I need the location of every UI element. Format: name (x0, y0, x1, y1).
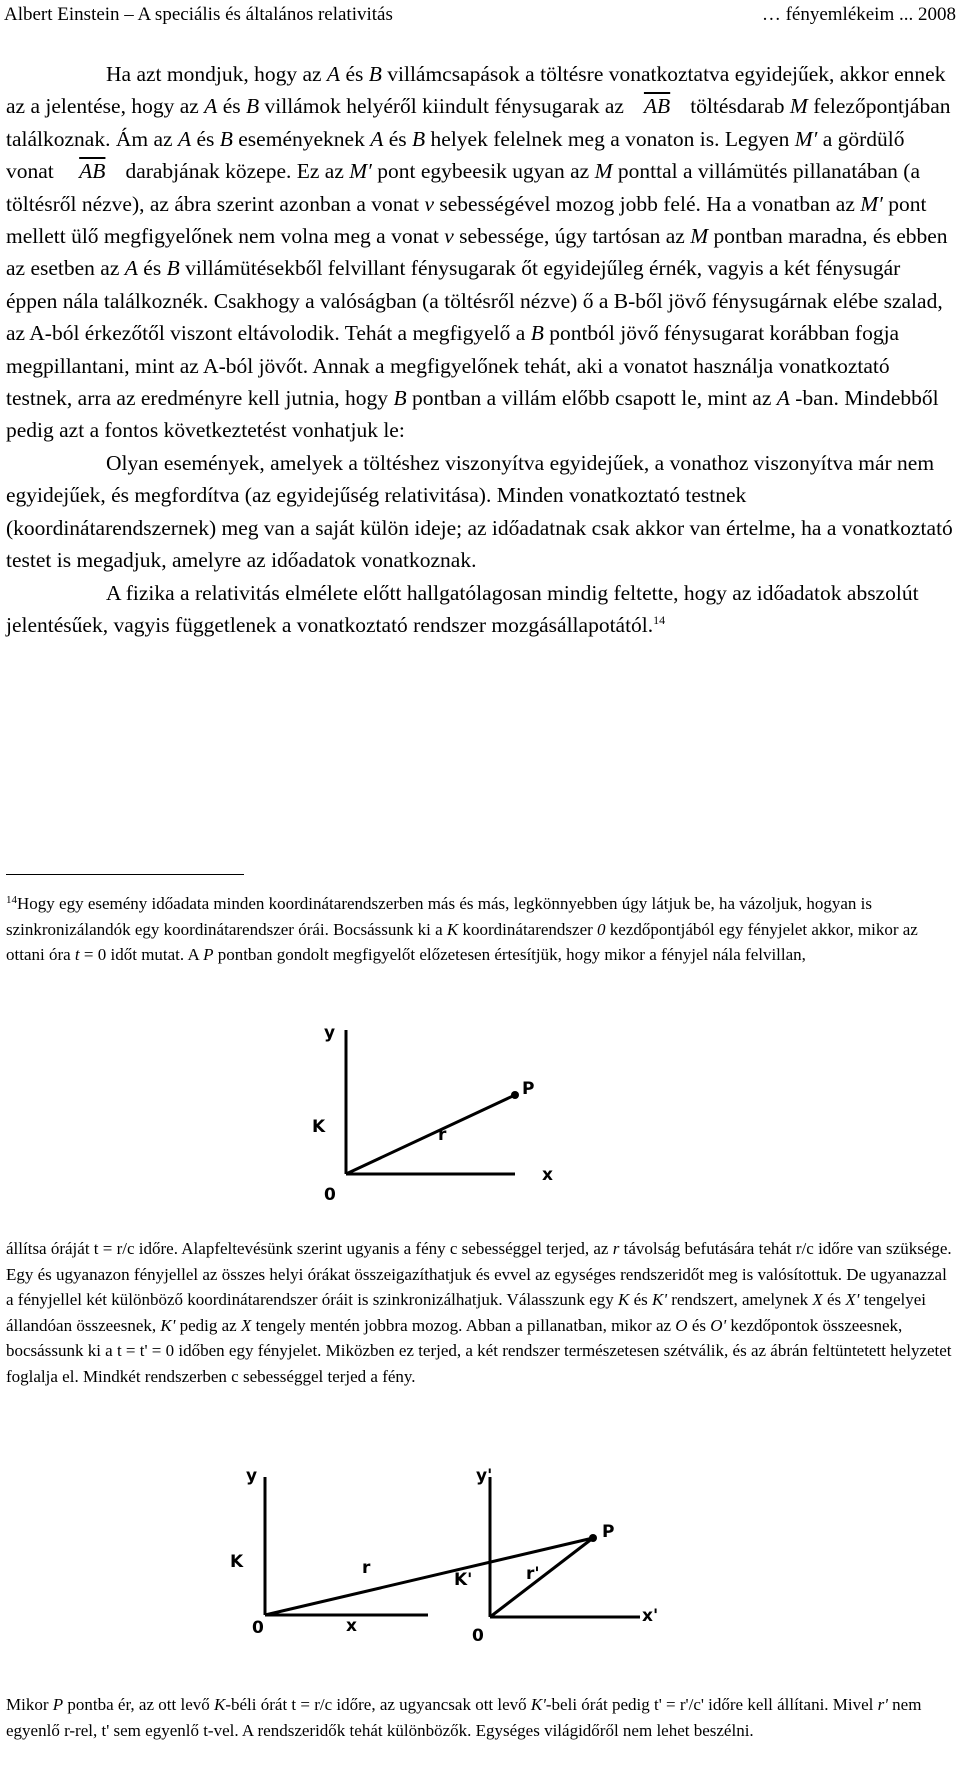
label-origin: 0 (252, 1618, 264, 1638)
footnote-separator (6, 874, 244, 875)
label-k: K (230, 1552, 244, 1572)
label-r: r (362, 1558, 371, 1578)
label-y: y (246, 1466, 258, 1486)
point-p-marker (511, 1091, 519, 1099)
figure-coordinate-system-k (310, 1022, 570, 1202)
header-subtitle: … fényemlékeim ... 2008 (761, 4, 956, 25)
label-y: y (324, 1023, 336, 1043)
paragraph-3: A fizika a relativitás elmélete előtt hallgatólagosan mindig feltette, hogy az időadatok abszolút jelentésűek, vagyis függetlenek a vonatkoztató rendszer mozgásállapotától.$^{14}$ (6, 580, 919, 637)
segment-ab-overline: $\overline{AB}$ (643, 94, 671, 119)
footnote-part-2: állítsa óráját t = r/c időre. Alapfeltevésünk szerint ugyanis a fény c sebességgel terjed, az r távolság befutására tehát r/c időre van szüksége. Egy és ugyanazon fényjellel az összes helyi órákat összeigazíthatjuk és evvel az egységes rendszeridőt meg is valósítottuk. De ugyanazzal a fényjellel két különböző koordinátarendszer óráit is szinkronizálhatjuk. Válasszunk egy K és K' rendszert, amelynek X és X' tengelyei állandóan összeesnek, K' pedig az X tengely mentén jobbra mozog. Abban a pillanatban, mikor az O és O' kezdőpontok összeesnek, bocsássunk ki a t = t' = 0 időben egy fényjelet. Miközben ez terjed, a két rendszer természetesen szétválik, és az ábrán feltüntetett helyzetet foglalja el. Mindkét rendszerben c sebességgel terjed a fény. (6, 1239, 952, 1386)
label-p: P (602, 1522, 615, 1542)
header-title: Albert Einstein – A speciális és általános relativitás (4, 4, 393, 25)
footnote-reference[interactable]: 14 (653, 612, 666, 627)
paragraph-1: Ha azt mondjuk, hogy az A és B villámcsapások a töltésre vonatkoztatva egyidejűek, akkor ennek az a jelentése, hogy az A és B villámok helyéről kiindult fénysugarak az $\overline{AB}$ töltésdarab M felezőpontjában találkoznak. Ám az A és B eseményeknek A és B helyek felelnek meg a vonaton is. Legyen M′ a gördülő vonat $\overline{AB}$ darabjának közepe. Ez az M′ pont egybeesik ugyan az M ponttal a villámütés pillanatában (a töltésről nézve), az ábra szerint azonban a vonat v sebességével mozog jobb felé. Ha a vonatban az M′ pont mellett ülő megfigyelőnek nem volna meg a vonat v sebessége, úgy tartósan az M pontban maradna, és ebben az esetben az A és B villámütésekből felvillant fénysugarak őt egyidejűleg érnék, vagyis a két fénysugár éppen nála találkoznék. Csakhogy a valóságban (a töltésről nézve) ő a B-ből jövő fénysugárnak elébe szalad, az A-ból érkezőtől viszont eltávolodik. Tehát a megfigyelő a B pontból jövő fénysugarat korábban fogja megpillantani, mint az A-ból jövőt. Annak a megfigyelőnek tehát, aki a vonatot használja vonatkoztató testnek, arra az eredményre kell jutnia, hogy B pontban a villám előbb csapott le, mint az A -ban. Mindebből pedig azt a fontos következtetést vonhatjuk le: (6, 62, 951, 443)
footnote-part-1: $^{14}$Hogy egy esemény időadata minden koordinátarendszerben más és más, legkönnyebben úgy látjuk be, ha vázoljuk, hogyan is szinkronizálandók egy koordinátarendszer órái. Bocsássunk ki a K koordinátarendszer 0 kezdőpontjából egy fényjelet akkor, mikor az ottani óra t = 0 időt mutat. A P pontban gondolt megfigyelőt előzetesen értesítjük, hogy mikor a fényjel nála felvillan, (6, 894, 918, 965)
label-r: r (438, 1125, 447, 1145)
main-text (6, 58, 954, 641)
label-y-prime: y' (476, 1466, 493, 1486)
paragraph-2: Olyan események, amelyek a töltéshez viszonyítva egyidejűek, a vonathoz viszonyítva már nem egyidejűek, és megfordítva (az egyidejűség relativitása). Minden vonatkoztató testnek (koordinátarendszernek) meg van a saját külön ideje; az időadatnak csak akkor van értelme, ha a vonatkoztató testet is megadjuk, amelyre az időadatok vonatkoznak. (6, 450, 953, 573)
footnote-number: 14 (6, 894, 17, 906)
point-p-marker (589, 1534, 597, 1542)
footnote-part-3: Mikor P pontba ér, az ott levő K-béli órát t = r/c időre, az ugyancsak ott levő K'-beli órát pedig t' = r'/c' időre kell állítani. Mivel r' nem egyenlő r-rel, t' sem egyenlő t-vel. A rendszeridők tehát különbözők. Egységes világidőről nem lehet beszélni. (6, 1695, 922, 1740)
label-k-prime: K' (454, 1570, 473, 1590)
figure-coordinate-systems-k-kprime (210, 1455, 730, 1645)
ray-r (346, 1095, 515, 1174)
label-x-prime: x' (642, 1606, 659, 1626)
segment-ab-overline: $\overline{AB}$ (79, 159, 106, 184)
label-k: K (312, 1117, 326, 1137)
label-p: P (522, 1079, 535, 1099)
running-header (4, 2, 956, 28)
label-origin-prime: 0 (472, 1626, 484, 1645)
label-x: x (542, 1165, 553, 1185)
label-r-prime: r' (526, 1564, 540, 1584)
label-x: x (346, 1616, 357, 1636)
label-origin: 0 (324, 1185, 336, 1202)
